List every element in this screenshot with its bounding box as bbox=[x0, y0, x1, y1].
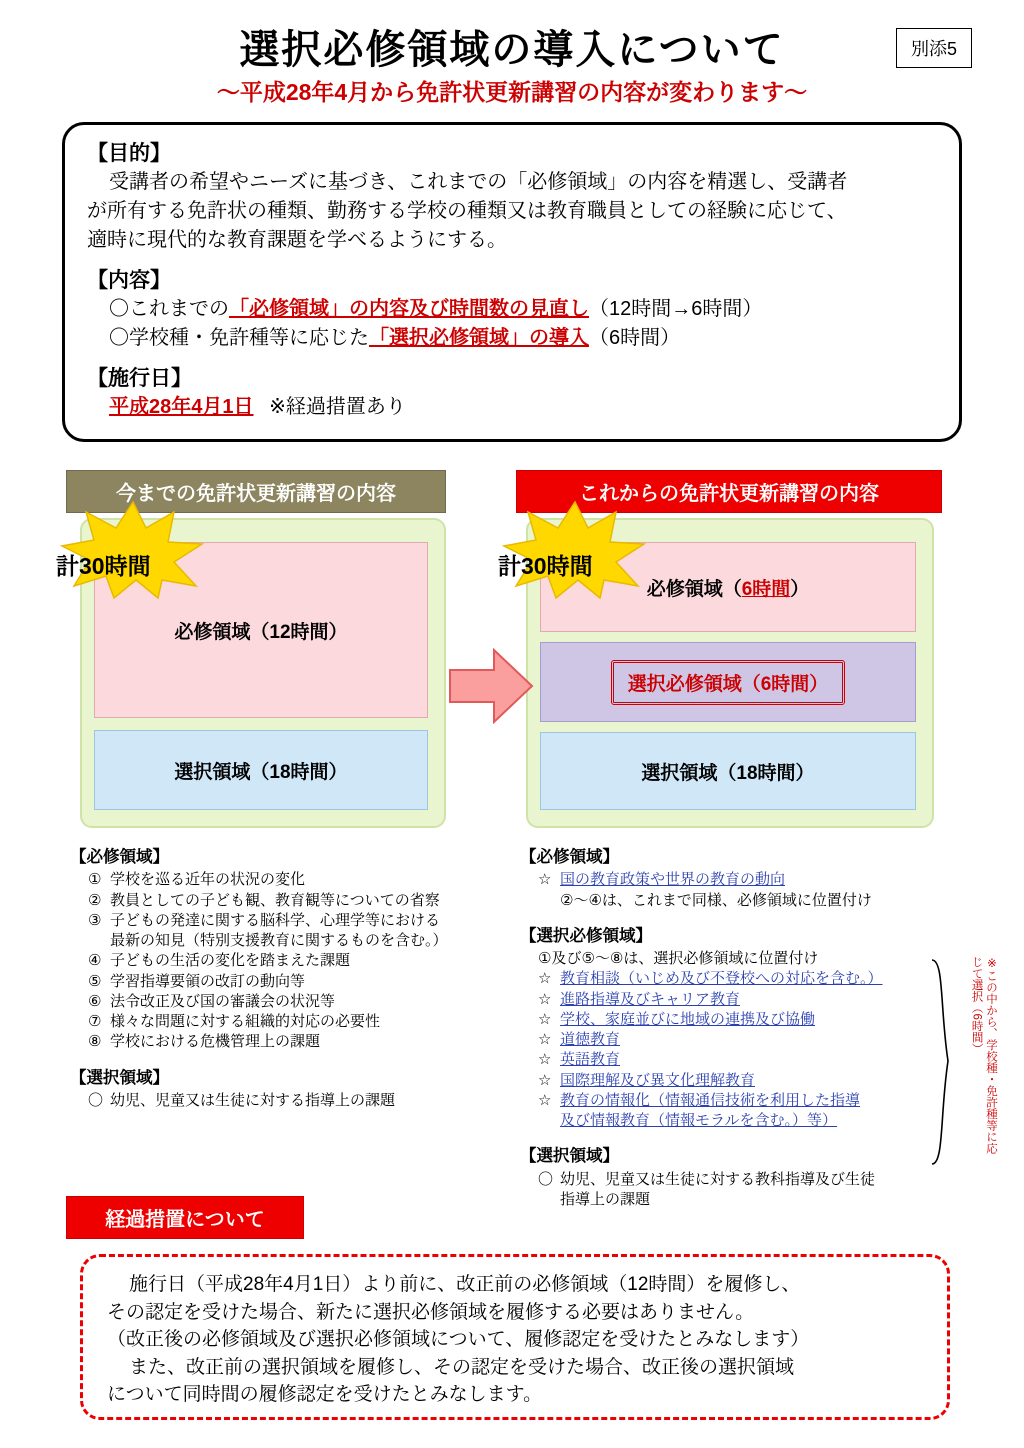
list-item-text: 学習指導要領の改訂の動向等 bbox=[110, 972, 306, 990]
new-selective-required-label: 選択必修領域（6時間） bbox=[611, 660, 846, 705]
list-item bbox=[70, 931, 500, 951]
list-item bbox=[70, 870, 500, 890]
purpose-text-line-2: が所有する免許状の種類、勤務する学校の種類又は教育職員としての経験に応じて、 bbox=[87, 200, 847, 222]
page-subtitle: ～平成28年4月から免許状更新講習の内容が変わります～ bbox=[216, 79, 808, 105]
list-item bbox=[70, 1091, 500, 1111]
old-selective-heading: 【選択領域】 bbox=[70, 1068, 169, 1087]
list-item-text: 幼児、児童又は生徒に対する指導上の課題 bbox=[110, 1091, 396, 1109]
list-item-text: 国の教育政策や世界の教育の動向 bbox=[560, 871, 786, 889]
list-item bbox=[520, 1030, 940, 1050]
old-required-heading: 【必修領域】 bbox=[70, 848, 169, 866]
transition-line-5: について同時間の履修認定を受けたとみなします。 bbox=[107, 1384, 543, 1406]
list-item-text: 学校を巡る近年の状況の変化 bbox=[110, 871, 306, 889]
list-item-text: 様々な問題に対する組織的対応の必要性 bbox=[110, 1013, 381, 1031]
content-heading: 【内容】 bbox=[87, 269, 171, 292]
new-required-hours: 6時間 bbox=[741, 578, 791, 600]
list-item-number: ⑥ bbox=[88, 992, 102, 1010]
old-required-block: 必修領域（12時間） bbox=[94, 542, 428, 718]
list-item-text: 教育相談（いじめ及び不登校への対応を含む。） bbox=[560, 970, 883, 988]
list-item-text: 子どもの発達に関する脳科学、心理学等における bbox=[110, 911, 441, 929]
list-item-number: ☆ bbox=[538, 1051, 552, 1069]
transition-banner: 経過措置について bbox=[66, 1196, 304, 1239]
new-required-heading: 【必修領域】 bbox=[520, 848, 619, 866]
list-item-number: ⑤ bbox=[88, 972, 102, 990]
list-item-number: ☆ bbox=[538, 871, 552, 889]
brace-icon bbox=[930, 958, 952, 1171]
list-item-text: 道徳教育 bbox=[560, 1031, 621, 1049]
list-item bbox=[520, 990, 940, 1010]
transition-line-3: （改正後の必修領域及び選択必修領域について、履修認定を受けたとみなします） bbox=[107, 1329, 810, 1351]
new-required-suffix: ） bbox=[790, 578, 810, 600]
enforce-date: 平成28年4月1日 bbox=[109, 396, 254, 418]
list-item-text: 学校における危機管理上の課題 bbox=[110, 1033, 321, 1051]
list-item-text: 英語教育 bbox=[560, 1051, 621, 1069]
content-item-1 bbox=[87, 296, 937, 323]
list-item bbox=[520, 1071, 940, 1091]
new-selreq-intro: ①及び⑤～⑧は、選択必修領域に位置付け bbox=[538, 950, 819, 968]
new-selective-required-block bbox=[540, 642, 916, 722]
transition-line-1: 施行日（平成28年4月1日）より前に、改正前の必修領域（12時間）を履修し、 bbox=[129, 1274, 801, 1295]
list-item bbox=[520, 870, 940, 890]
list-item-number: ④ bbox=[88, 952, 102, 970]
list-item-number: ☆ bbox=[538, 970, 552, 988]
content-item-2 bbox=[87, 325, 937, 352]
new-total-label: 計30時間 bbox=[498, 553, 593, 579]
list-item-text: 及び情報教育（情報モラルを含む。）等） bbox=[560, 1112, 838, 1130]
purpose-text-line-1: 受講者の希望やニーズに基づき、これまでの「必修領域」の内容を精選し、受講者 bbox=[109, 171, 848, 193]
list-item-text: ②～④は、これまで同様、必修領域に位置付け bbox=[560, 891, 872, 909]
transition-box bbox=[80, 1254, 950, 1420]
list-item bbox=[520, 1170, 940, 1190]
content-item-2-suffix: （6時間） bbox=[589, 327, 681, 349]
new-selreq-heading: 【選択必修領域】 bbox=[520, 926, 652, 945]
transition-line-2: その認定を受けた場合、新たに選択必修領域を履修する必要はありません。 bbox=[107, 1301, 755, 1323]
list-item-text: 進路指導及びキャリア教育 bbox=[560, 990, 741, 1008]
list-item bbox=[70, 1012, 500, 1032]
purpose-heading: 【目的】 bbox=[87, 142, 171, 165]
list-item-number: ☆ bbox=[538, 1071, 552, 1089]
old-total-label: 計30時間 bbox=[56, 553, 151, 579]
old-course-banner: 今までの免許状更新講習の内容 bbox=[66, 470, 446, 513]
transition-arrow-icon bbox=[448, 648, 534, 729]
list-item bbox=[520, 891, 940, 911]
list-item bbox=[70, 911, 500, 931]
purpose-text-line-3: 適時に現代的な教育課題を学べるようにする。 bbox=[87, 229, 507, 251]
content-item-1-underline: 「必修領域」の内容及び時間数の見直し bbox=[229, 298, 589, 320]
list-item-text: 教員としての子ども観、教育観等についての省察 bbox=[110, 891, 440, 909]
list-item-number: 〇 bbox=[538, 1170, 554, 1188]
list-item-text: 国際理解及び異文化理解教育 bbox=[560, 1071, 756, 1089]
transition-line-4: また、改正前の選択領域を履修し、その認定を受けた場合、改正後の選択領域 bbox=[129, 1356, 795, 1378]
list-item bbox=[520, 1190, 940, 1210]
list-item-number: ⑧ bbox=[88, 1033, 102, 1051]
list-item-text: 子どもの生活の変化を踏まえた課題 bbox=[110, 952, 351, 970]
old-selective-block: 選択領域（18時間） bbox=[94, 730, 428, 810]
list-item-text: 指導上の課題 bbox=[560, 1190, 651, 1208]
new-selective-block: 選択領域（18時間） bbox=[540, 732, 916, 810]
list-item bbox=[520, 1091, 940, 1111]
enforce-heading: 【施行日】 bbox=[87, 367, 192, 390]
list-item bbox=[70, 951, 500, 971]
attachment-label: 別添5 bbox=[896, 28, 972, 68]
selreq-side-note: ※この中から、学校種・免許種等に応じて選択（6時間） bbox=[970, 956, 997, 1154]
list-item-number: ⑦ bbox=[88, 1013, 102, 1031]
content-item-2-prefix: 〇学校種・免許種等に応じた bbox=[109, 327, 369, 349]
list-item-number: ☆ bbox=[538, 990, 552, 1008]
old-course-details bbox=[70, 846, 500, 1111]
purpose-box bbox=[62, 122, 962, 442]
new-selective-heading: 【選択領域】 bbox=[520, 1147, 619, 1166]
page-title: 選択必修領域の導入について bbox=[239, 28, 785, 72]
new-course-banner: これからの免許状更新講習の内容 bbox=[516, 470, 942, 513]
new-course-details bbox=[520, 846, 940, 1210]
list-item bbox=[70, 972, 500, 992]
list-item-number: ① bbox=[88, 871, 102, 889]
list-item-number: ③ bbox=[88, 911, 102, 929]
list-item-text: 学校、家庭並びに地域の連携及び協働 bbox=[560, 1010, 816, 1028]
content-item-1-suffix: （12時間→6時間） bbox=[589, 298, 763, 320]
list-item bbox=[70, 891, 500, 911]
list-item-number: ② bbox=[88, 891, 102, 909]
enforce-line bbox=[87, 394, 937, 421]
list-item bbox=[520, 1050, 940, 1070]
list-item-number: 〇 bbox=[88, 1091, 104, 1109]
list-item bbox=[520, 1111, 940, 1131]
list-item-number: ☆ bbox=[538, 1091, 552, 1109]
content-item-1-prefix: 〇これまでの bbox=[109, 298, 229, 320]
list-item-text: 幼児、児童又は生徒に対する教科指導及び生徒 bbox=[560, 1170, 876, 1188]
content-item-2-underline: 「選択必修領域」の導入 bbox=[369, 327, 589, 349]
list-item-text: 教育の情報化（情報通信技術を利用した指導 bbox=[560, 1091, 861, 1109]
new-required-prefix: 必修領域（ bbox=[646, 578, 742, 600]
list-item-number: ☆ bbox=[538, 1031, 552, 1049]
list-item-text: 法令改正及び国の審議会の状況等 bbox=[110, 992, 336, 1010]
list-item-text: 最新の知見（特別支援教育に関するものを含む。） bbox=[110, 932, 448, 950]
list-item bbox=[520, 1010, 940, 1030]
list-item bbox=[70, 1032, 500, 1052]
list-item bbox=[70, 992, 500, 1012]
list-item bbox=[520, 969, 940, 989]
list-item-number: ☆ bbox=[538, 1010, 552, 1028]
enforce-note: ※経過措置あり bbox=[269, 396, 406, 418]
